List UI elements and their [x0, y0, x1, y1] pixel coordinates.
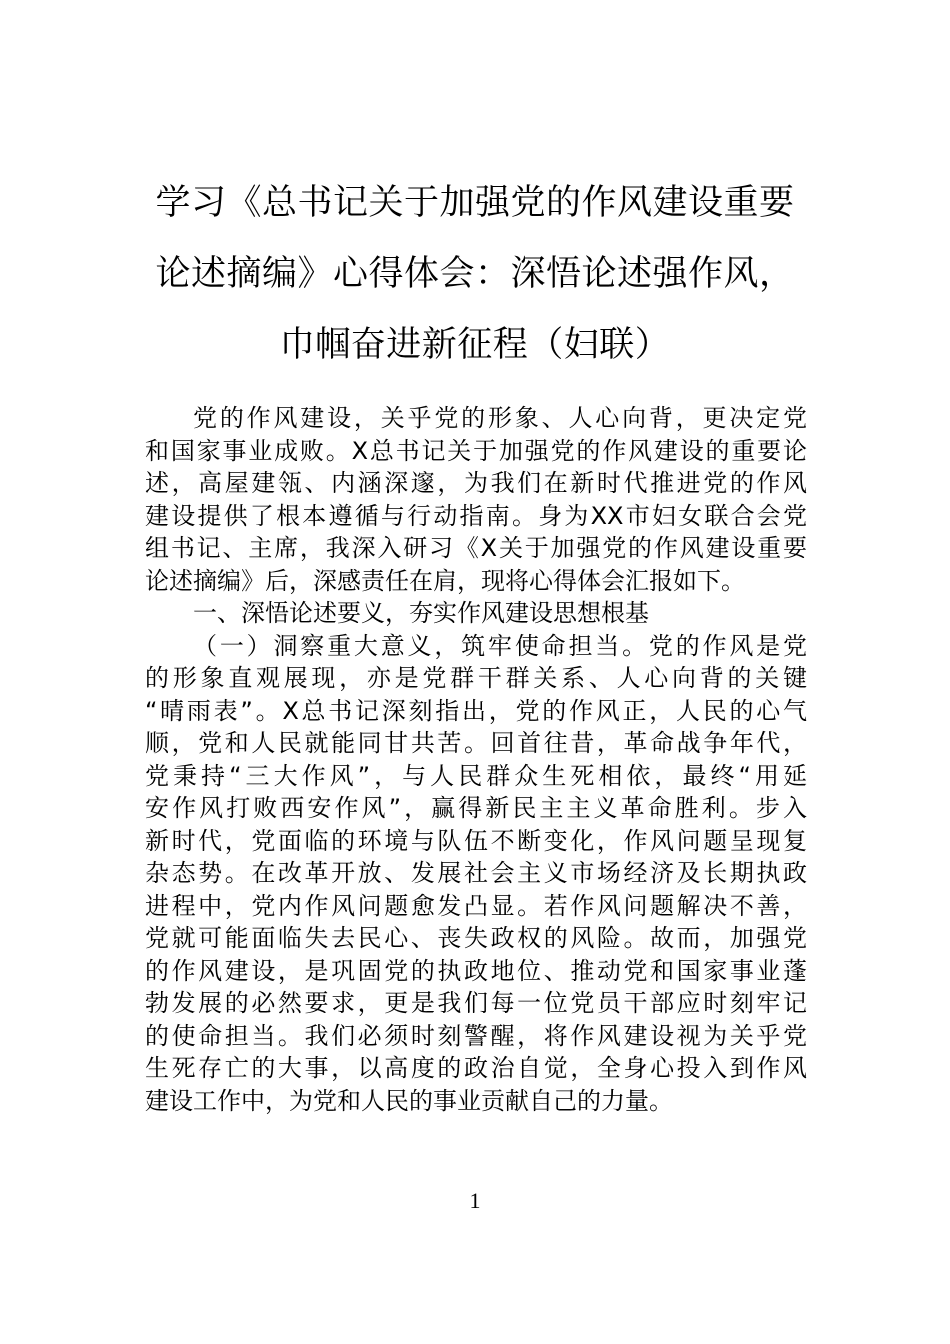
intro-paragraph-line: 和国家事业成败。X总书记关于加强党的作风建设的重要论 — [145, 436, 807, 465]
subsection-paragraph-line: （一）洞察重大意义，筑牢使命担当。党的作风是党 — [193, 631, 807, 660]
subsection-paragraph-line: 杂态势。在改革开放、发展社会主义市场经济及长期执政 — [145, 859, 807, 887]
document-title — [145, 168, 805, 381]
subsection-paragraph-line: 的作风建设，是巩固党的执政地位、推动党和国家事业蓬 — [145, 956, 807, 985]
document-body — [145, 402, 807, 1117]
title-line-2: 论述摘编》心得体会：深悟论述强作风， — [155, 254, 795, 294]
page-number: 1 — [469, 1188, 481, 1213]
subsection-paragraph-line: 党秉持“三大作风”，与人民群众生死相依，最终“用延 — [145, 761, 807, 790]
section-heading: 一、深悟论述要义，夯实作风建设思想根基 — [193, 599, 649, 627]
title-line-1: 学习《总书记关于加强党的作风建设重要 — [155, 183, 795, 223]
subsection-paragraph-line: 勃发展的必然要求，更是我们每一位党员干部应时刻牢记 — [145, 989, 807, 1017]
title-line-3: 巾帼奋进新征程（妇联） — [279, 325, 671, 365]
subsection-paragraph-line: 进程中，党内作风问题愈发凸显。若作风问题解决不善， — [145, 891, 807, 920]
subsection-paragraph-line: 党就可能面临失去民心、丧失政权的风险。故而，加强党 — [145, 924, 807, 952]
intro-paragraph-line: 组书记、主席，我深入研习《X关于加强党的作风建设重要 — [145, 534, 807, 562]
intro-paragraph-line: 论述摘编》后，深感责任在肩，现将心得体会汇报如下。 — [145, 566, 745, 595]
subsection-paragraph-line: 新时代，党面临的环境与队伍不断变化，作风问题呈现复 — [145, 826, 807, 855]
intro-paragraph-line: 述，高屋建瓴、内涵深邃，为我们在新时代推进党的作风 — [145, 469, 807, 497]
subsection-paragraph-line: 的使命担当。我们必须时刻警醒，将作风建设视为关乎党 — [145, 1021, 807, 1050]
intro-paragraph-line: 党的作风建设，关乎党的形象、人心向背，更决定党 — [193, 404, 807, 432]
subsection-paragraph-line: “晴雨表”。X总书记深刻指出，党的作风正，人民的心气 — [145, 696, 807, 725]
intro-paragraph-line: 建设提供了根本遵循与行动指南。身为XX市妇女联合会党 — [145, 501, 807, 530]
subsection-paragraph-line: 安作风打败西安作风”，赢得新民主主义革命胜利。步入 — [145, 794, 807, 822]
subsection-paragraph-line: 生死存亡的大事，以高度的政治自觉，全身心投入到作风 — [145, 1054, 807, 1082]
subsection-paragraph-line: 的形象直观展现，亦是党群干群关系、人心向背的关键 — [145, 664, 807, 692]
subsection-paragraph-line: 建设工作中，为党和人民的事业贡献自己的力量。 — [145, 1086, 673, 1115]
subsection-paragraph-line: 顺，党和人民就能同甘共苦。回首往昔，革命战争年代， — [145, 729, 807, 757]
